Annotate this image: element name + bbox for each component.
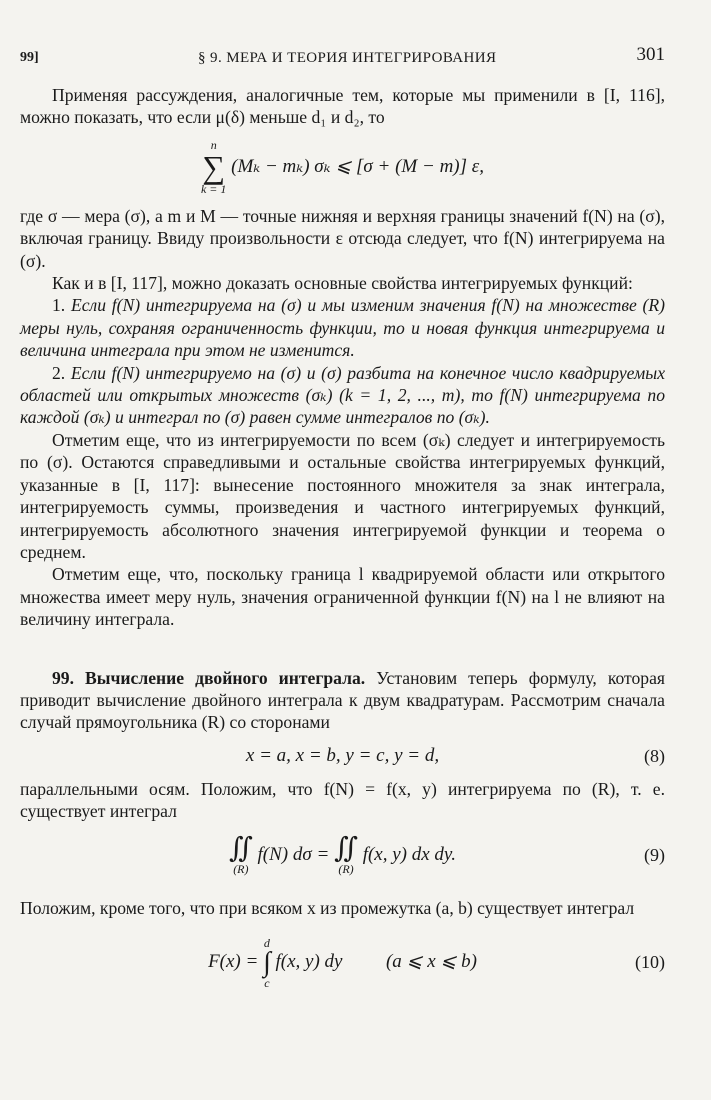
sum-upper-limit: n: [210, 138, 217, 153]
sum-symbol: n ∑ k = 1: [200, 138, 227, 197]
page-body: [20, 84, 665, 1005]
paragraph-4: Отметим еще, что из интегрируемости по всем (σₖ) следует и интегрируемость по (σ). Остаются справедливыми и остальные свойства интегрируемых функций, указанные в [I, 117]: вынесение постоянного множителя за знак интеграла, интегрируемость суммы, произведения и частного интегрируемых функций, интегрируемость абсолютного значения интегрируемой функции и теорема о среднем.: [20, 429, 665, 562]
page-number: 301: [636, 44, 665, 65]
formula-8-number: (8): [644, 745, 665, 766]
formula-8: [20, 734, 665, 778]
integral-symbol: d ∫ c: [263, 935, 271, 990]
sum-lower-limit: k = 1: [200, 182, 227, 197]
formula-10-condition: (a ⩽ x ⩽ b): [385, 950, 477, 972]
region-label-right: (R): [338, 862, 354, 877]
section-99: [20, 667, 665, 734]
header-section-ref: 99]: [20, 50, 39, 65]
property-item-2: [20, 362, 665, 429]
region-label-left: (R): [233, 862, 249, 877]
item-2-text: Если f(N) интегрируемо на (σ) и (σ) разбита на конечное число квадрируемых областей или открытых множеств (σₖ) (k = 1, 2, ..., m), то f(N) интегрируема по каждой (σₖ) и интеграл по (σ) равен сумме интегралов по (σₖ).: [20, 362, 666, 428]
paragraph-8: Положим, кроме того, что при всяком x из промежутка (a, b) существует интеграл: [20, 897, 635, 918]
formula-9-right: f(x, y) dx dy.: [362, 843, 457, 865]
paragraph-7: параллельными осям. Положим, что f(N) = f(x, y) интегрируема по (R), т. е. существует интеграл: [20, 778, 665, 822]
formula-10: [20, 919, 665, 1005]
section-title: 99. Вычисление двойного интеграла.: [52, 667, 366, 688]
formula-8-body: x = a, x = b, y = c, y = d,: [245, 744, 440, 766]
header-title: § 9. МЕРА И ТЕОРИЯ ИНТЕГРИРОВАНИЯ: [198, 50, 497, 66]
formula-10-left: F(x) =: [208, 950, 259, 972]
paragraph-1: Применяя рассуждения, аналогичные тем, которые мы применили в [I, 116], можно показать, что если μ(δ) меньше d₁ и d₂, то: [20, 85, 665, 128]
item-1-number: 1.: [52, 295, 66, 316]
section-intro: Установим теперь формулу, которая приводит вычисление двойного интеграла к двум квадратурам. Рассмотрим сначала случай прямоугольника (R) со сторонами: [20, 667, 665, 733]
formula-9-left: f(N) dσ =: [257, 843, 330, 865]
formula-10-body: f(x, y) dy: [275, 950, 343, 972]
property-item-1: [20, 294, 665, 361]
formula-sum: [20, 129, 665, 205]
double-integral-right: ∬ (R): [334, 833, 358, 877]
paragraph-3: Как и в [I, 117], можно доказать основные свойства интегрируемых функций:: [52, 273, 633, 294]
integral-upper-limit: d: [263, 935, 270, 950]
integral-lower-limit: c: [264, 975, 270, 990]
item-1-text: Если f(N) интегрируема на (σ) и мы изменим значения f(N) на множестве (R) меры нуль, сохраняя ограниченность функции, то и новая функция интегрируема и величина интеграла при этом не изменится.: [20, 295, 665, 361]
double-integral-left: ∬ (R): [228, 833, 253, 877]
running-header: [20, 44, 665, 74]
sum-body: (Mₖ − mₖ) σₖ ⩽ [σ + (M − m)] ε,: [231, 155, 485, 177]
formula-10-number: (10): [635, 951, 665, 972]
formula-9-number: (9): [644, 844, 665, 865]
formula-9: [20, 823, 665, 887]
paragraph-2: где σ — мера (σ), а m и M — точные нижняя и верхняя границы значений f(N) на (σ), включая границу. Ввиду произвольности ε отсюда следует, что f(N) интегрируема на (σ).: [20, 205, 665, 271]
item-2-number: 2.: [52, 362, 66, 383]
paragraph-5: Отметим еще, что, поскольку граница l квадрируемой области или открытого множества имеет меру нуль, значения ограниченной функции f(N) на l не влияют на величину интеграла.: [20, 564, 665, 630]
